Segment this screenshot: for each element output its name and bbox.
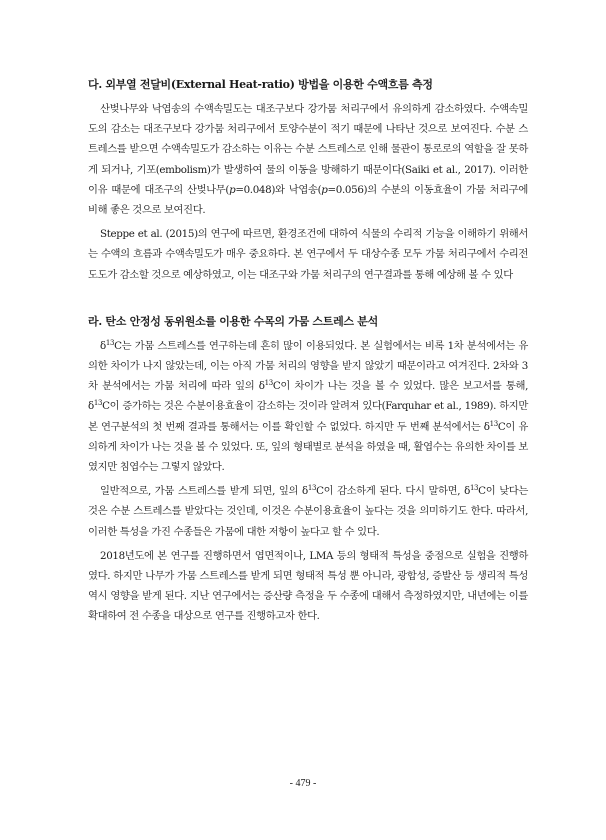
paragraph-isotope-1: $\delta^{13}C$는 가뭄 스트레스를 연구하는데 흔히 많이 이용되었다. 본 실험에서는 비록 1차 분석에서는 유의한 차이가 나지 않았는데, 이는 아직 가뭄 처리의 영향을 받지 않았기 때문이라고 여겨진다. 2차와 3차 분석에서는 가뭄 처리에 따라 잎의 $\delta^{13}C$이 차이가 나는 것을 볼 수 있었다. 많은 보고서를 통해, $\delta^{13}C$이 증가하는 것은 수분이용효율이 감소하는 것이라 알려져 있다(Farquhar et al., 1989). 하지만 본 연구분석의 첫 번째 결과를 통해서는 이를 확인할 수 없었다. 하지만 두 번째 분석에서는 $\delta^{13}C$이 유의하게 차이가 나는 것을 볼 수 있었다. 또, 잎의 형태별로 분석을 하였을 때, 활엽수는 유의한 차이를 보였지만 침엽수는 그렇지 않았다. bbox=[88, 338, 528, 474]
section-heading-sapflow: 다. 외부열 전달비(External Heat-ratio) 방법을 이용한 수액흐름 측정 bbox=[88, 78, 433, 91]
section-heading-isotope: 라. 탄소 안정성 동위원소를 이용한 수목의 가뭄 스트레스 분석 bbox=[88, 314, 378, 328]
page-body bbox=[88, 74, 528, 631]
page-number: - 479 - bbox=[289, 778, 317, 789]
paragraph-isotope-2: 일반적으로, 가뭄 스트레스를 받게 되면, 잎의 $\delta^{13}C$이 감소하게 된다. 다시 말하면, $\delta^{13}C$이 낮다는 것은 수분 스트레스를 받았다는 것인데, 이것은 수분이용효율이 높다는 것을 의미하기도 한다. 따라서, 이러한 특성을 가진 수종들은 가뭄에 대한 저항이 높다고 할 수 있다. bbox=[88, 484, 528, 538]
paragraph-isotope-3: 2018년도에 본 연구를 진행하면서 엽면적이나, LMA 등의 형태적 특성을 중점으로 실험을 진행하였다. 하지만 나무가 가뭄 스트레스를 받게 되면 형태적 특성 뿐 아니라, 광합성, 증발산 등 생리적 특성 역시 영향을 받게 된다. 지난 연구에서는 증산량 측정을 두 수종에 대해서 측정하였지만, 내년에는 이를 확대하여 전 수종을 대상으로 연구를 진행하고자 한다. bbox=[88, 549, 528, 623]
paragraph-sapflow-1: 산벚나무와 낙엽송의 수액속밀도는 대조구보다 강가뭄 처리구에서 유의하게 감소하였다. 수액속밀도의 감소는 대조구보다 강가뭄 처리구에서 토양수분이 적기 때문에 나타난 것으로 보여진다. 수분 스트레스를 받으면 수액속밀도가 감소하는 이유는 수분 스트레스로 인해 물관이 통로로의 역할을 잘 못하게 되거나, 기포(embolism)가 발생하여 물의 이동을 방해하기 때문이다(Saiki et al., 2017). 이러한 이유 때문에 대조구의 산벚나무(p=0.048)와 낙엽송(p=0.056)의 수분의 이동효율이 가뭄 처리구에 비해 좋은 것으로 보여진다. bbox=[88, 103, 528, 217]
paragraph-sapflow-2: Steppe et al. (2015)의 연구에 따르면, 환경조건에 대하여 식물의 수리적 기능을 이해하기 위해서는 수액의 흐름과 수액속밀도가 매우 중요하다. 본 연구에서 두 대상수종 모두 가뭄 처리구에서 수리전도도가 감소할 것으로 예상하였고, 이는 대조구와 가뭄 처리구의 연구결과를 통해 예상해 볼 수 있다 bbox=[88, 228, 528, 281]
